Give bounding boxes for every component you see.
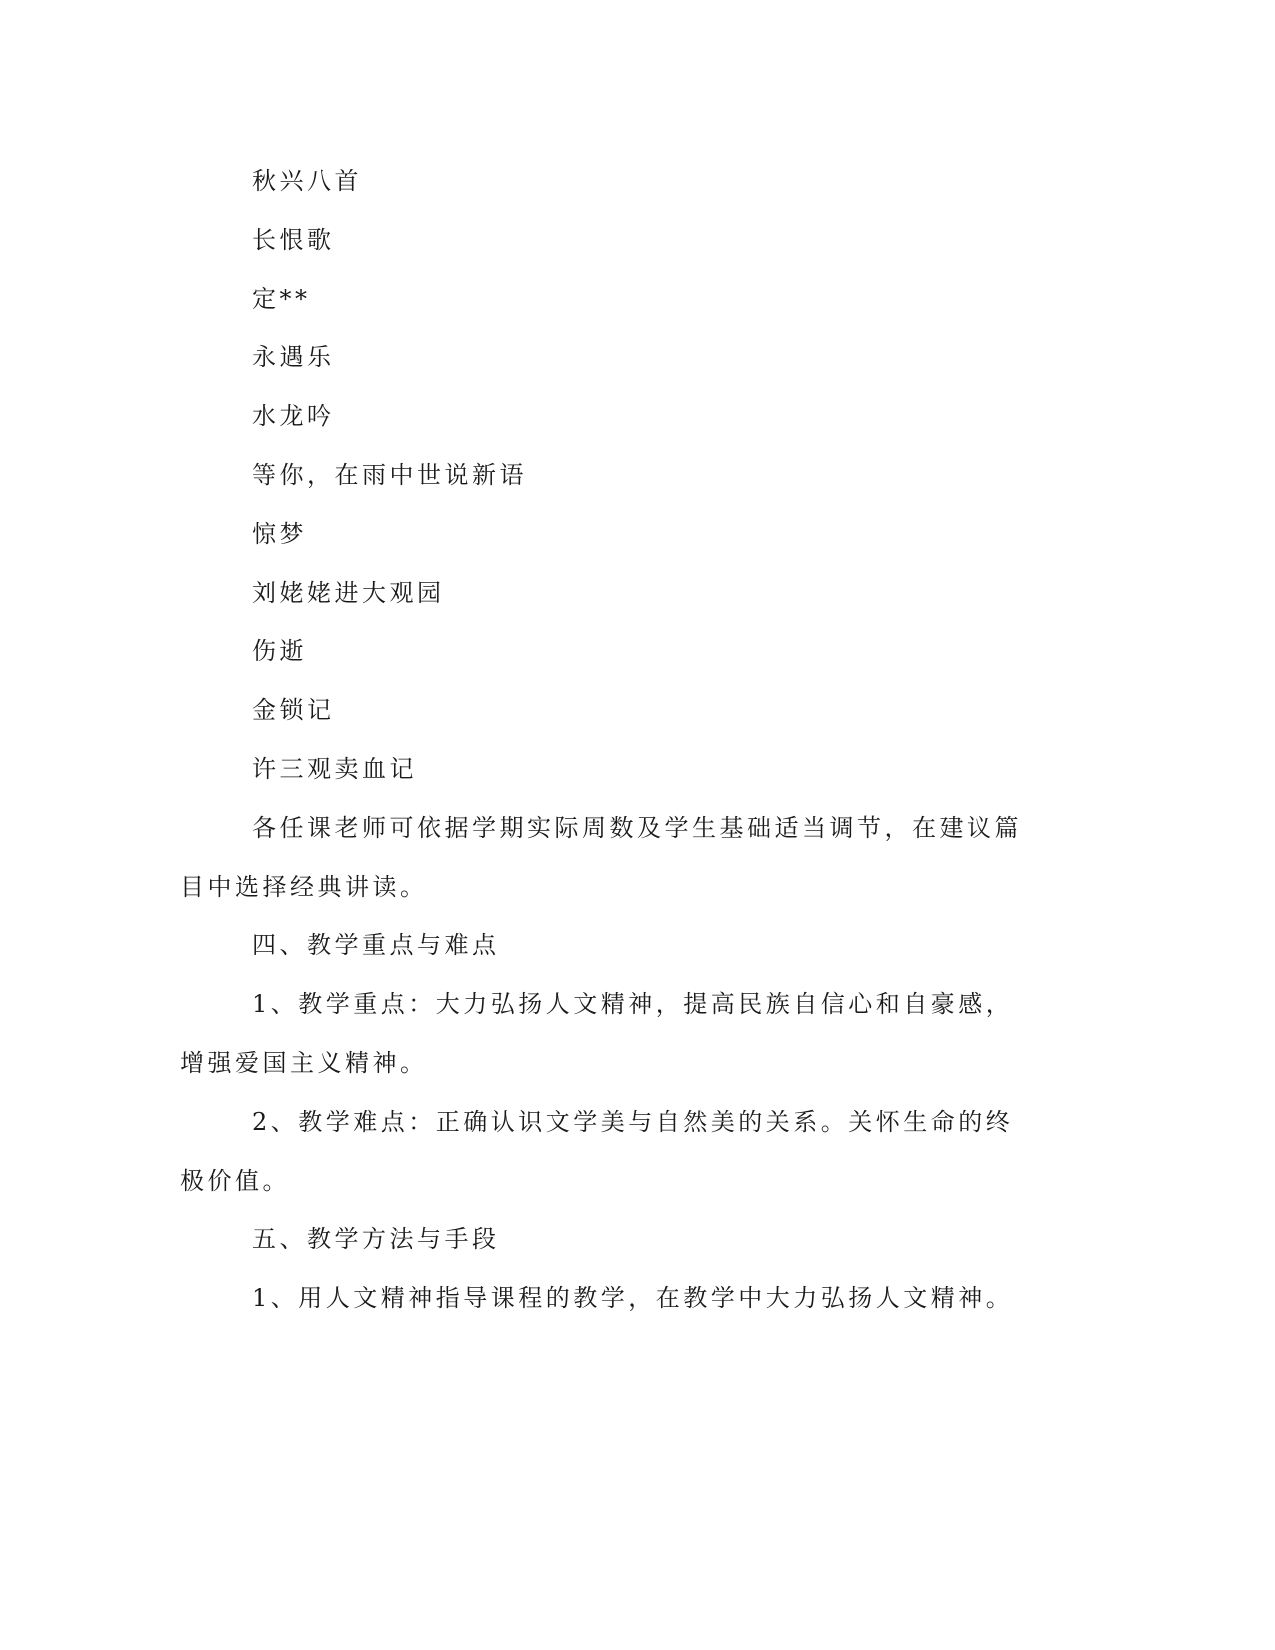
- reading-list-item: 等你，在雨中世说新语: [252, 460, 527, 489]
- reading-list-item: 刘姥姥进大观园: [252, 578, 445, 607]
- paragraph-line: 目中选择经典讲读。: [180, 872, 428, 901]
- paragraph-line: 各任课老师可依据学期实际周数及学生基础适当调节，在建议篇: [252, 813, 1022, 842]
- reading-list-item: 伤逝: [252, 637, 307, 666]
- paragraph-line: 2、教学难点：正确认识文学美与自然美的关系。关怀生命的终: [252, 1107, 1014, 1136]
- reading-list-item: 定**: [252, 284, 311, 313]
- paragraph-line: 1、教学重点：大力弘扬人文精神，提高民族自信心和自豪感，: [252, 990, 1014, 1019]
- reading-list-item: 惊梦: [252, 519, 307, 548]
- reading-list-item: 水龙吟: [252, 402, 335, 431]
- reading-list-item: 永遇乐: [252, 343, 335, 372]
- reading-list-item: 长恨歌: [252, 225, 335, 254]
- section-heading: 四、教学重点与难点: [252, 931, 500, 960]
- paragraph-line: 增强爱国主义精神。: [180, 1048, 428, 1077]
- reading-list-item: 金锁记: [252, 696, 335, 725]
- teaching-focus-paragraph: [180, 975, 1060, 1093]
- document-body: [180, 152, 1060, 1328]
- paragraph-line: 极价值。: [180, 1166, 290, 1195]
- reading-list-item: 许三观卖血记: [252, 754, 417, 783]
- adjustment-note-paragraph: [180, 799, 1060, 917]
- teaching-method-paragraph: 1、用人文精神指导课程的教学，在教学中大力弘扬人文精神。: [252, 1284, 1014, 1313]
- section-heading: 五、教学方法与手段: [252, 1225, 500, 1254]
- reading-list-item: 秋兴八首: [252, 167, 362, 195]
- teaching-difficulty-paragraph: [180, 1093, 1060, 1211]
